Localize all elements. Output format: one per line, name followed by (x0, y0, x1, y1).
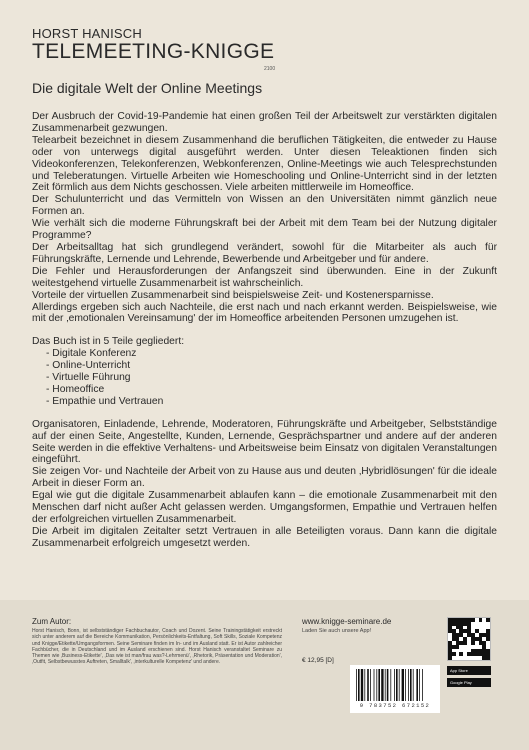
author-bio: Horst Hanisch, Bonn, ist selbstständiger Fachbuchautor, Coach und Dozent. Seine Trainingstätigkeit erstreckt sich unter anderem auf die Bereiche Kommunikation, Persönlichkeits-Entfaltung, Soft Skills, Soziale Kompetenz und Knigge/Etikette/Umgangsformen. Seine Seminare finden im In- und im Ausland statt. Er ist Autor zahlreicher Fachbücher, die in Deutschland und im Ausland erschienen sind. Horst Hanisch veranstaltet Seminare zu Themen wie ‚Business-Etikette', ‚Das wie ist man/frau was?-Lehrmenü', ‚Rhetorik, Präsentation und Moderation', ‚Outfit, Selbstbewusstes Auftreten, Smalltalk', ‚interkulturelle Kompetenz' und andere. (32, 628, 282, 666)
app-promo: Laden Sie auch unsere App! (302, 628, 372, 634)
paragraph: Organisatoren, Einladende, Lehrende, Moderatoren, Führungskräfte und Arbeitgeber, Selbstständige auf der einen Seite, Angestellte, Kunden, Lernende, Gesprächspartner und andere auf der anderen Seite werden in die effektive Verhaltens- und Arbeitsweise beim Einsatz von digitalen Veranstaltungen eingeführt. (32, 418, 497, 466)
qr-code-icon[interactable] (447, 617, 491, 661)
paragraph: Die Fehler und Herausforderungen der Anfangszeit sind überwunden. Eine in der Zukunft weitestgehend virtuelle Zusammenarbeit ist wahrscheinlich. (32, 265, 497, 289)
website-link[interactable]: www.knigge-seminare.de (302, 617, 392, 626)
list-item: - Online-Unterricht (46, 360, 497, 372)
paragraph: Telearbeit bezeichnet in diesem Zusammenhand die beruflichen Tätigkeiten, die entweder zu Hause oder von unterwegs digital ausgeführt werden. Unter diesen Teleaktionen finden sich Videokonferenzen, Telekonferenzen, Webkonferenzen, Online-Meetings wie auch Telesprechstunden und Teleberatungen. Virtuelle Arbeiten wie Homeschooling und Online-Unterricht sind in der letzten Zeit förmlich aus dem Nichts geschossen. Viele arbeiten mittlerweile im Homeoffice. (32, 134, 497, 194)
list-item: - Digitale Konferenz (46, 348, 497, 360)
app-store-badge[interactable]: App Store (447, 666, 491, 675)
barcode-icon (356, 669, 434, 701)
google-play-badge[interactable]: Google Play (447, 678, 491, 687)
paragraph: Der Schulunterricht und das Vermitteln von Wissen an den Universitäten nimmt gänzlich neue Formen an. (32, 194, 497, 218)
paragraph: Die Arbeit im digitalen Zeitalter setzt Vertrauen in alle Beteiligten voraus. Dann kann die digitale Zusammenarbeit erfolgreich umgesetzt werden. (32, 525, 497, 549)
header (32, 27, 274, 63)
paragraph: Sie zeigen Vor- und Nachteile der Arbeit von zu Hause aus und deuten ‚Hybridlösungen' für die ideale Arbeit in dieser Form an. (32, 466, 497, 490)
author-info (32, 617, 282, 666)
blurb-text (32, 111, 497, 550)
parts-list (32, 348, 497, 408)
book-subtitle: Die digitale Welt der Online Meetings (32, 80, 263, 96)
paragraph: Vorteile der virtuellen Zusammenarbeit sind beispielsweise Zeit- und Kostenersparnisse. (32, 289, 434, 301)
price-label: € 12,95 [D] (302, 657, 334, 664)
book-title: TELEMEETING-KNIGGE (32, 40, 275, 63)
paragraph: Allerdings ergeben sich auch Nachteile, die erst nach und nach erkannt werden. Beispielsweise, wie mit der ‚emotionalen Vereinsamung' der im Homeoffice arbeitenden Personen umzugehen ist. (32, 301, 497, 325)
author-name: HORST HANISCH (32, 26, 142, 41)
paragraph: Egal wie gut die digitale Zusammenarbeit ablaufen kann – die emotionale Zusammenarbeit mit den Menschen darf nicht außer Acht gelassen werden. Umgangsformen, Empathie und Vertrauen helfen der erfolgreichen virtuellen Zusammenarbeit. (32, 490, 497, 525)
store-badges (447, 666, 491, 690)
list-item: - Homeoffice (46, 384, 497, 396)
author-heading: Zum Autor: (32, 617, 72, 626)
list-intro: Das Buch ist in 5 Teile gegliedert: (32, 336, 185, 348)
paragraph: Der Arbeitsalltag hat sich grundlegend verändert, sowohl für die Mitarbeiter als auch für Führungskräfte, Lernende und Lehrende, Bewerbende und Arbeitgeber und für andere. (32, 241, 497, 265)
list-item: - Empathie und Vertrauen (46, 396, 497, 408)
paragraph: Wie verhält sich die moderne Führungskraft bei der Arbeit mit dem Team bei der Nutzung digitaler Programme? (32, 218, 497, 242)
series-number: 2100 (264, 66, 276, 72)
paragraph: Der Ausbruch der Covid-19-Pandemie hat einen großen Teil der Arbeitswelt zur verstärkten digitalen Zusammenarbeit gezwungen. (32, 111, 497, 134)
list-item: - Virtuelle Führung (46, 372, 497, 384)
isbn-barcode (350, 665, 440, 713)
isbn-number: 9 783752 672152 (359, 702, 431, 709)
